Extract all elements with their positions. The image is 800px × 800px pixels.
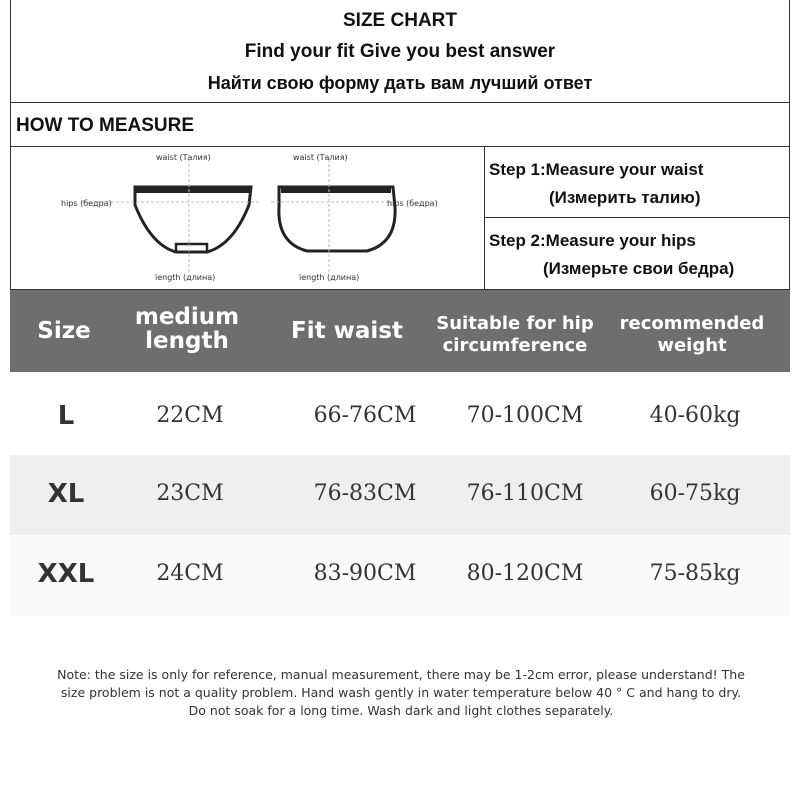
size-cell: XL <box>47 479 85 509</box>
hip-cell: 80-120CM <box>466 561 584 586</box>
length-cell: 24CM <box>156 561 224 586</box>
subtitle-russian: Найти свою форму дать вам лучший ответ <box>207 73 593 93</box>
weight-cell: 75-85kg <box>649 561 741 586</box>
length-label-right: length (длина) <box>299 273 360 282</box>
header-length-line2: length <box>145 328 229 354</box>
step-2-cell <box>485 218 789 289</box>
header-weight <box>606 313 778 357</box>
waist-label-right: waist (Талия) <box>293 153 348 162</box>
note-line-1: Note: the size is only for reference, manual measurement, there may be 1-2cm error, please understand! The <box>57 667 745 682</box>
note-line-2: size problem is not a quality problem. Hand wash gently in water temperature below 40 ° C and hang to dry. <box>60 685 742 700</box>
how-to-measure-section <box>10 102 790 290</box>
header-length <box>122 305 252 353</box>
note-line-3: Do not soak for a long time. Wash dark and light clothes separately. <box>188 703 614 718</box>
how-to-measure-label: HOW TO MEASURE <box>16 115 195 136</box>
header-hip-line2: circumference <box>442 335 588 356</box>
header-hip <box>420 313 610 357</box>
weight-cell: 60-75kg <box>649 481 741 506</box>
length-cell: 22CM <box>156 403 224 428</box>
header-length-line1: medium <box>134 304 240 330</box>
step-1-cell <box>485 147 789 218</box>
subtitle-english: Find your fit Give you best answer <box>244 41 556 62</box>
waist-cell: 83-90CM <box>313 561 417 586</box>
step-1-text: Step 1:Measure your waist <box>489 160 704 179</box>
step-1-text-russian: (Измерить талию) <box>549 188 701 207</box>
size-cell: L <box>57 401 75 431</box>
header-hip-line1: Suitable for hip <box>436 313 594 334</box>
table-row <box>10 455 790 535</box>
waist-cell: 76-83CM <box>313 481 417 506</box>
length-label-left: length (длина) <box>155 273 216 282</box>
waist-cell: 66-76CM <box>313 403 417 428</box>
header-weight-line1: recommended <box>619 313 765 334</box>
how-to-measure-heading <box>11 103 789 147</box>
size-cell: XXL <box>37 559 95 589</box>
table-row <box>10 373 790 453</box>
waist-label-left: waist (Талия) <box>156 153 211 162</box>
size-note <box>14 666 788 720</box>
header-weight-line2: weight <box>657 335 727 356</box>
measure-diagram <box>11 147 485 289</box>
hips-label-left: hips (бедра) <box>61 199 112 208</box>
size-table-header <box>10 290 790 372</box>
header-waist: Fit waist <box>291 318 403 344</box>
page-title: SIZE CHART <box>343 10 457 31</box>
hip-cell: 76-110CM <box>466 481 584 506</box>
hips-label-right: hips (бедра) <box>387 199 438 208</box>
underwear-diagram-icon <box>11 147 485 289</box>
brief-front-icon <box>81 159 261 272</box>
hip-cell: 70-100CM <box>466 403 584 428</box>
brief-back-icon <box>271 159 401 272</box>
table-row <box>10 536 790 616</box>
length-cell: 23CM <box>156 481 224 506</box>
header-size: Size <box>37 318 91 344</box>
step-2-text-russian: (Измерьте свои бедра) <box>543 259 735 278</box>
weight-cell: 40-60kg <box>649 403 741 428</box>
step-2-text: Step 2:Measure your hips <box>489 231 696 250</box>
size-chart-header <box>10 0 790 103</box>
